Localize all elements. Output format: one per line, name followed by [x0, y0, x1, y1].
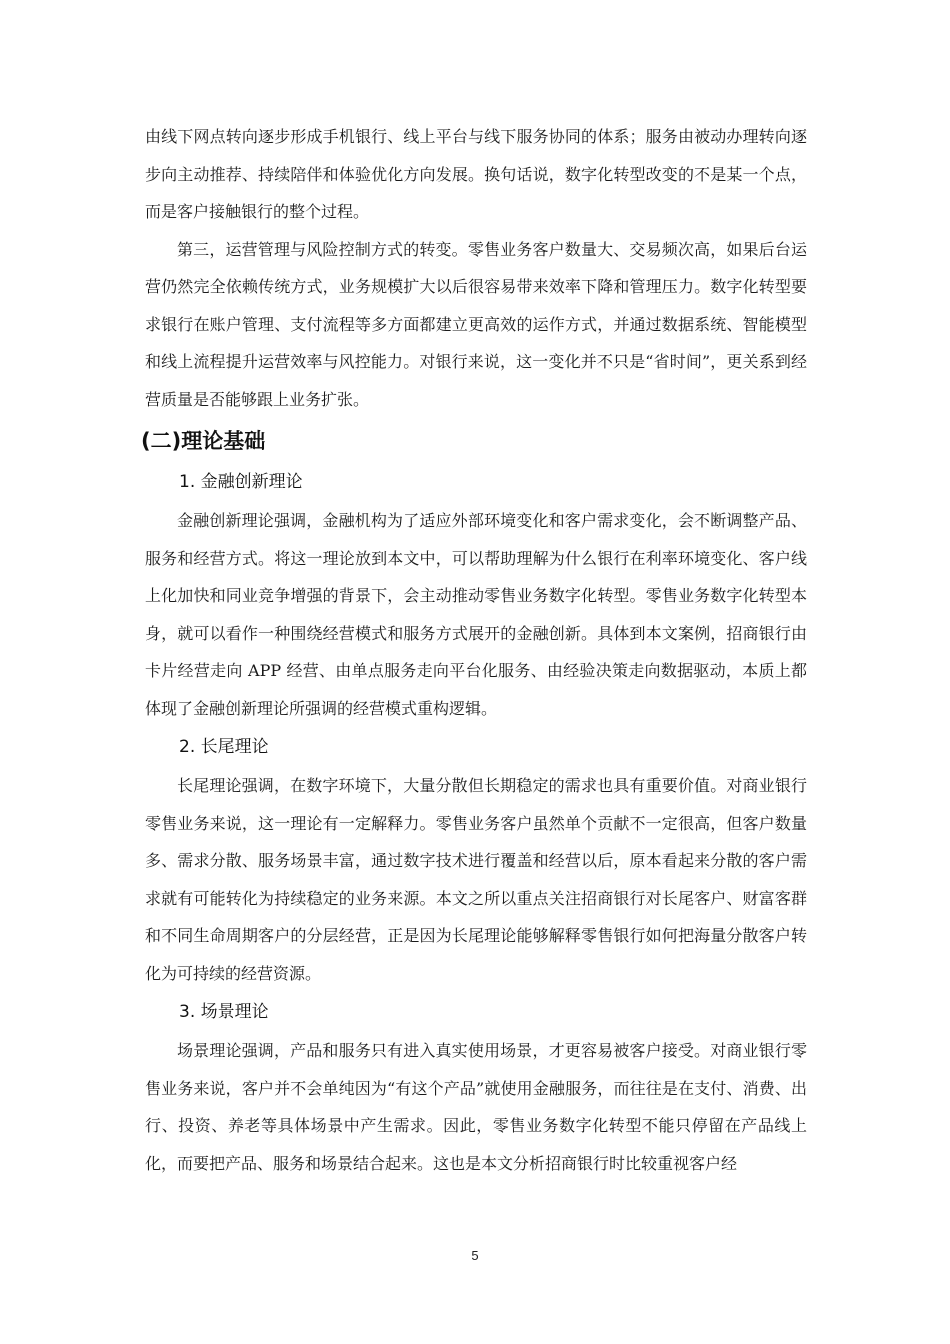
page-body: [141, 118, 807, 1182]
subsection-heading-scenario: 3. 场景理论: [179, 1002, 269, 1022]
paragraph-third-point: 第三，运营管理与风险控制方式的转变。零售业务客户数量大、交易频次高，如果后台运营仍然完全依赖传统方式，业务规模扩大以后很容易带来效率下降和管理压力。数字化转型要求银行在账户管理、支付流程等多方面都建立更高效的运作方式，并通过数据系统、智能模型和线上流程提升运营效率与风控能力。对银行来说，这一变化并不只是“省时间”，更关系到经营质量是否能够跟上业务扩张。: [145, 239, 807, 409]
paragraph-long-tail: 长尾理论强调，在数字环境下，大量分散但长期稳定的需求也具有重要价值。对商业银行零售业务来说，这一理论有一定解释力。零售业务客户虽然单个贡献不一定很高，但客户数量多、需求分散、服务场景丰富，通过数字技术进行覆盖和经营以后，原本看起来分散的客户需求就有可能转化为持续稳定的业务来源。本文之所以重点关注招商银行对长尾客户、财富客群和不同生命周期客户的分层经营，正是因为长尾理论能够解释零售银行如何把海量分散客户转化为可持续的经营资源。: [145, 776, 807, 983]
subsection-heading-long-tail: 2. 长尾理论: [179, 737, 269, 757]
paragraph-financial-innovation: 金融创新理论强调，金融机构为了适应外部环境变化和客户需求变化，会不断调整产品、服务和经营方式。将这一理论放到本文中，可以帮助理解为什么银行在利率环境变化、客户线上化加快和同业竞争增强的背景下，会主动推动零售业务数字化转型。零售业务数字化转型本身，就可以看作一种围绕经营模式和服务方式展开的金融创新。具体到本文案例，招商银行由卡片经营走向 APP 经营、由单点服务走向平台化服务、由经验决策走向数据驱动，本质上都体现了金融创新理论所强调的经营模式重构逻辑。: [145, 511, 807, 718]
page-number: 5: [471, 1248, 479, 1263]
paragraph-scenario: 场景理论强调，产品和服务只有进入真实使用场景，才更容易被客户接受。对商业银行零售业务来说，客户并不会单纯因为“有这个产品”就使用金融服务，而往往是在支付、消费、出行、投资、养老等具体场景中产生需求。因此，零售业务数字化转型不能只停留在产品线上化，而要把产品、服务和场景结合起来。这也是本文分析招商银行时比较重视客户经: [145, 1041, 807, 1173]
section-heading: (二)理论基础: [141, 429, 266, 453]
subsection-heading-financial-innovation: 1. 金融创新理论: [179, 472, 303, 492]
paragraph-continued: 由线下网点转向逐步形成手机银行、线上平台与线下服务协同的体系；服务由被动办理转向逐步向主动推荐、持续陪伴和体验优化方向发展。换句话说，数字化转型改变的不是某一个点，而是客户接触银行的整个过程。: [145, 127, 807, 221]
